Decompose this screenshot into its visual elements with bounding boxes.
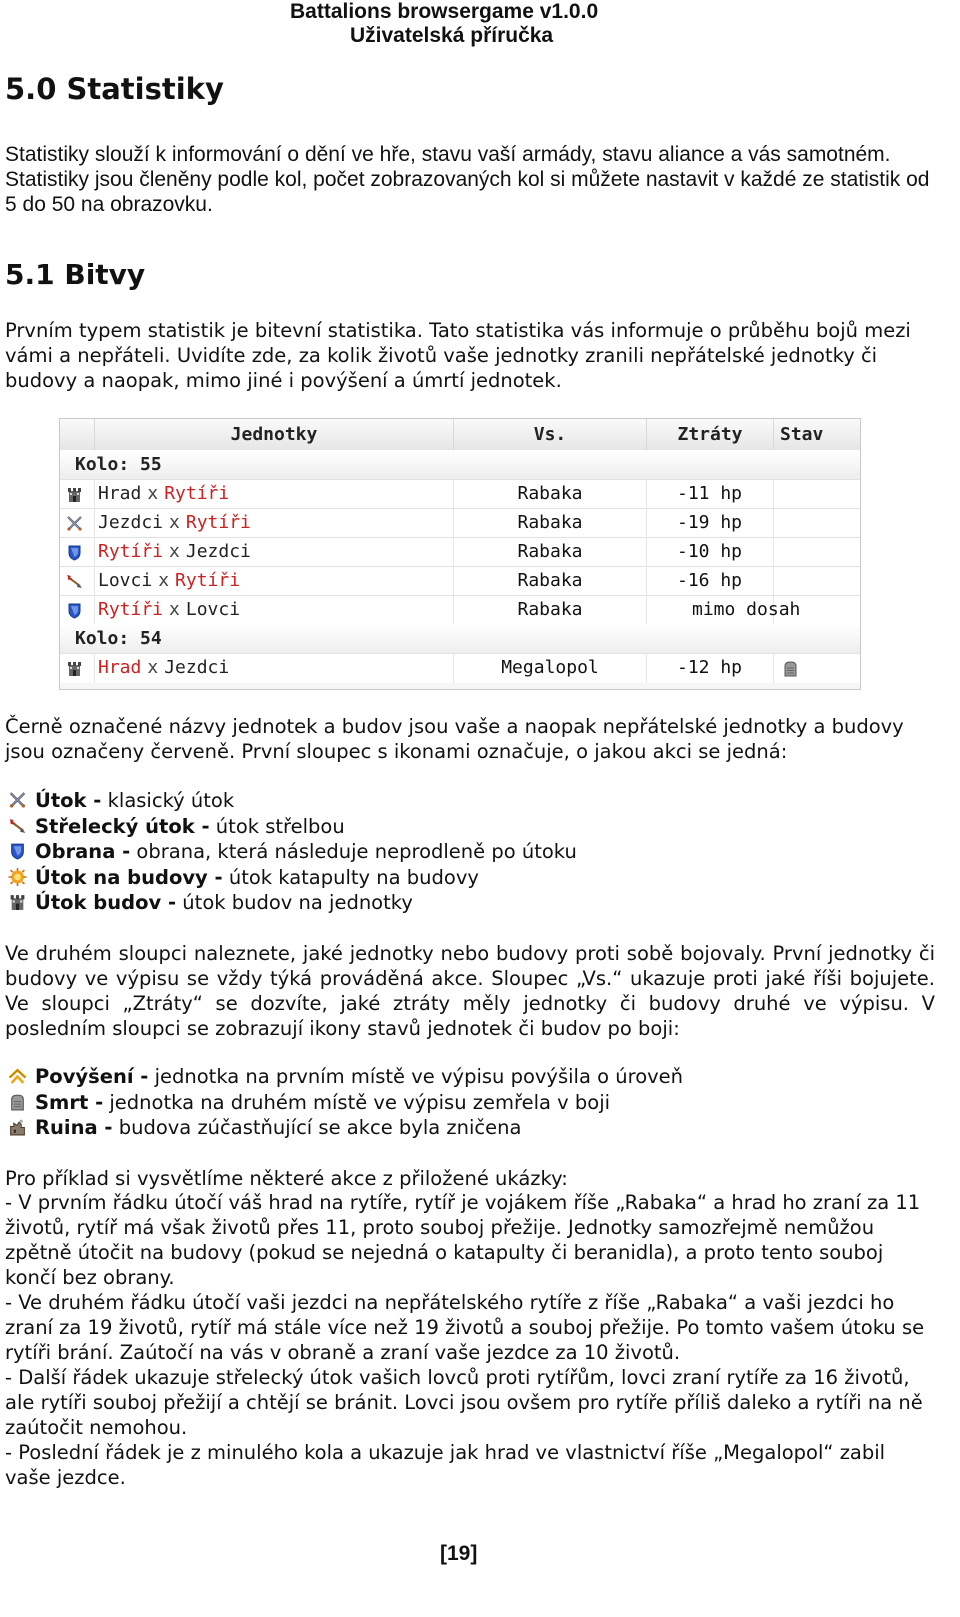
action-icon-cell	[60, 538, 95, 567]
versus-x: x	[169, 599, 180, 620]
attack-icon	[8, 791, 27, 809]
units-cell	[95, 654, 454, 683]
header-vs: Vs.	[454, 419, 647, 450]
units-pair	[98, 654, 229, 682]
versus-x: x	[147, 657, 159, 678]
state-cell	[774, 596, 860, 625]
table-row	[60, 537, 860, 567]
action-item	[5, 890, 577, 916]
units-pair	[98, 596, 240, 624]
state-term: Povýšení -	[35, 1065, 149, 1088]
vs-realm: Megalopol	[501, 657, 599, 678]
example-line: - Ve druhém řádku útočí vaši jezdci na nepřátelského rytíře z říše „Rabaka“ a vaši jezdci ho zraní za 19 životů, rytíř má stále více než 19 životů a souboj přežije. Po tomto vašem útoku se rytíři brání. Zaútočí na vás v obraně a zraní vaše jezdce za 10 životů.	[5, 1291, 925, 1364]
death-icon	[782, 660, 799, 677]
round-label-text: Kolo: 55	[75, 454, 162, 475]
losses-value: -12 hp	[677, 657, 743, 678]
attack-icon	[66, 515, 83, 532]
vs-cell	[454, 567, 647, 596]
defense-icon	[66, 544, 83, 561]
page-number: [19]	[440, 1542, 478, 1565]
round-label	[60, 624, 860, 653]
section-heading-statistiky: 5.0 Statistiky	[5, 72, 224, 106]
actions-legend	[5, 788, 577, 916]
units-pair	[98, 509, 251, 537]
doc-title: Battalions browsergame v1.0.0	[290, 0, 599, 23]
table-row	[60, 479, 860, 509]
losses-cell	[647, 596, 801, 625]
defense-icon	[8, 842, 27, 860]
ruin-icon	[8, 1118, 27, 1136]
table-row	[60, 595, 860, 625]
action-desc: útok budov na jednotky	[176, 891, 413, 915]
round-label	[60, 450, 860, 479]
round-label-text: Kolo: 54	[75, 628, 162, 649]
unit-attacker: Rytíři	[98, 599, 164, 620]
building-attack-icon	[8, 893, 27, 911]
versus-x: x	[158, 570, 170, 591]
action-item	[5, 788, 577, 814]
action-term: Útok na budovy -	[35, 865, 223, 889]
header-icon-column	[60, 419, 95, 450]
table-header	[60, 419, 860, 450]
vs-realm: Rabaka	[517, 570, 583, 591]
vs-cell	[454, 480, 647, 509]
promotion-icon	[8, 1067, 27, 1085]
action-item	[5, 839, 577, 865]
losses-value: -19 hp	[677, 512, 743, 533]
losses-cell	[647, 480, 774, 509]
header-losses: Ztráty	[647, 419, 774, 450]
vs-realm: Rabaka	[517, 599, 583, 620]
losses-cell	[647, 654, 774, 683]
state-cell	[774, 538, 860, 567]
paragraph-statistiky: Statistiky slouží k informování o dění ve hře, stavu vaší armády, stavu aliance a vás samotném. Statistiky jsou členěny podle kol, počet zobrazovaných kol si můžete nastavit v každé ze statistik od 5 do 50 na obrazovku.	[5, 143, 930, 216]
state-cell	[774, 509, 860, 538]
unit-target: Rytíři	[164, 483, 230, 504]
action-desc: klasický útok	[101, 789, 235, 812]
section-heading-bitvy: 5.1 Bitvy	[5, 258, 146, 291]
building-attack-icon	[66, 660, 83, 677]
unit-target: Lovci	[185, 599, 241, 620]
vs-realm: Rabaka	[517, 512, 583, 533]
unit-target: Jezdci	[185, 541, 251, 562]
unit-attacker: Lovci	[98, 570, 153, 591]
header-state: Stav	[774, 419, 860, 450]
state-item	[5, 1090, 683, 1116]
table-row	[60, 566, 860, 596]
vs-cell	[454, 509, 647, 538]
versus-x: x	[147, 483, 159, 504]
losses-cell	[647, 567, 774, 596]
table-row	[60, 508, 860, 538]
unit-target: Rytíři	[185, 512, 251, 533]
losses-value: -11 hp	[677, 483, 743, 504]
action-desc: útok střelbou	[209, 814, 345, 838]
ranged-attack-icon	[66, 573, 83, 590]
unit-attacker: Jezdci	[98, 512, 164, 533]
state-cell	[774, 654, 860, 683]
action-icon-cell	[60, 596, 95, 625]
vs-realm: Rabaka	[517, 483, 583, 504]
action-icon-cell	[60, 509, 95, 538]
unit-target: Jezdci	[164, 657, 230, 678]
state-cell	[774, 480, 860, 509]
state-item	[5, 1115, 683, 1141]
example-lines	[5, 1190, 935, 1490]
units-pair	[98, 538, 251, 566]
units-cell	[95, 509, 454, 538]
units-cell	[95, 596, 454, 625]
units-cell	[95, 538, 454, 567]
defense-icon	[66, 602, 83, 619]
building-attack-icon	[66, 486, 83, 503]
units-pair	[98, 480, 229, 508]
state-term: Ruina -	[35, 1116, 113, 1140]
action-item	[5, 814, 577, 840]
action-term: Útok budov -	[35, 891, 177, 915]
units-pair	[98, 567, 240, 595]
example-line: - Poslední řádek je z minulého kola a ukazuje jak hrad ve vlastnictví říše „Megalopol“ zabil vaše jezdce.	[5, 1441, 886, 1489]
action-icon-cell	[60, 480, 95, 509]
example-line: - Další řádek ukazuje střelecký útok vašich lovců proti rytířům, lovci zraní rytíře za 16 životů, ale rytíři souboj přežijí a chtějí se bránit. Lovci jsou ovšem pro rytíře příliš daleko a rytíři na ně zaútočit nemohou.	[5, 1366, 923, 1439]
units-cell	[95, 567, 454, 596]
example-line: - V prvním řádku útočí váš hrad na rytíře, rytíř je vojákem říše „Rabaka“ a hrad ho zraní za 11 životů, rytíř má však životů přes 11, proto souboj přežije. Jednotky samozřejmě nemůžou zpětně útočit na budovy (pokud se nejedná o katapulty či beranidla), a proto tento souboj končí bez obrany.	[5, 1191, 921, 1289]
vs-realm: Rabaka	[517, 541, 583, 562]
action-icon-cell	[60, 567, 95, 596]
state-desc: jednotka na druhém místě ve výpisu zemřela v boji	[103, 1090, 611, 1114]
states-legend	[5, 1064, 683, 1141]
losses-cell	[647, 538, 774, 567]
siege-attack-icon	[8, 868, 27, 886]
action-term: Útok -	[35, 789, 102, 812]
paragraph-colors: Černě označené názvy jednotek a budov jsou vaše a naopak nepřátelské jednotky a budovy jsou označeny červeně. První sloupec s ikonami označuje, o jakou akci se jedná:	[5, 715, 904, 763]
vs-cell	[454, 538, 647, 567]
action-desc: obrana, která následuje neprodleně po útoku	[130, 840, 577, 864]
state-desc: budova zúčastňující se akce byla zničena	[112, 1116, 522, 1140]
losses-value: mimo dosah	[692, 599, 801, 620]
action-desc: útok katapulty na budovy	[222, 865, 479, 889]
unit-attacker: Hrad	[98, 657, 142, 678]
doc-subtitle: Uživatelská příručka	[350, 24, 554, 47]
state-cell	[774, 567, 860, 596]
vs-cell	[454, 596, 647, 625]
action-item	[5, 865, 577, 891]
paragraph-columns: Ve druhém sloupci naleznete, jaké jednotky nebo budovy proti sobě bojovaly. První jednotky či budovy ve výpisu se vždy týká prováděná akce. Sloupec „Vs.“ ukazuje proti jaké říši bojujete. Ve sloupci „Ztráty“ se dozvíte, jaké ztráty měly jednotky či budovy druhé ve výpisu. V posledním sloupci se zobrazují ikony stavů jednotek či budov po boji:	[5, 942, 935, 1040]
battle-stats-table	[59, 418, 861, 690]
action-icon-cell	[60, 654, 95, 683]
losses-value: -16 hp	[677, 570, 743, 591]
state-term: Smrt -	[35, 1090, 104, 1114]
state-item	[5, 1064, 683, 1090]
action-term: Střelecký útok -	[35, 814, 210, 838]
action-term: Obrana -	[35, 840, 131, 864]
header-units: Jednotky	[95, 419, 454, 450]
vs-cell	[454, 654, 647, 683]
versus-x: x	[169, 512, 180, 533]
paragraph-bitvy: Prvním typem statistik je bitevní statistika. Tato statistika vás informuje o průběhu bojů mezi vámi a nepřáteli. Uvidíte zde, za kolik životů vaše jednotky zranili nepřátelské jednotky či budovy a naopak, mimo jiné i povýšení a úmrtí jednotek.	[5, 319, 911, 392]
ranged-attack-icon	[8, 817, 27, 835]
losses-value: -10 hp	[677, 541, 743, 562]
example-intro: Pro příklad si vysvětlíme některé akce z přiložené ukázky:	[5, 1167, 568, 1190]
death-icon	[8, 1093, 27, 1111]
unit-attacker: Rytíři	[98, 541, 164, 562]
unit-target: Rytíři	[175, 570, 241, 591]
versus-x: x	[169, 541, 180, 562]
state-desc: jednotka na prvním místě ve výpisu povýšila o úroveň	[148, 1065, 684, 1088]
losses-cell	[647, 509, 774, 538]
units-cell	[95, 480, 454, 509]
table-row	[60, 653, 860, 683]
unit-attacker: Hrad	[98, 483, 142, 504]
